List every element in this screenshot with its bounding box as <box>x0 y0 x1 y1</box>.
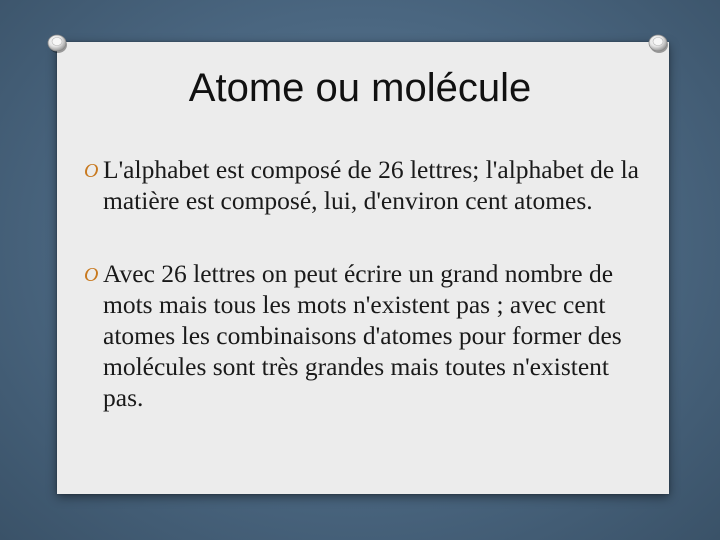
thumbtack-icon <box>645 30 671 56</box>
bullet-marker: O <box>84 264 99 286</box>
bullet-text: Avec 26 lettres on peut écrire un grand nombre de mots mais tous les mots n'existent pas ; avec cent atomes les combinaisons d'atomes pour former des molécules sont très grandes mais toutes n'existent pas. <box>103 259 622 412</box>
bullet-list <box>84 154 654 413</box>
bullet-marker: O <box>84 160 99 182</box>
slide-title: Atome ou molécule <box>188 66 532 110</box>
thumbtack-icon <box>44 30 70 56</box>
bullet-text: L'alphabet est composé de 26 lettres; l'alphabet de la matière est composé, lui, d'environ cent atomes. <box>103 155 639 215</box>
bullet-item <box>84 154 654 216</box>
bullet-item <box>84 258 654 413</box>
